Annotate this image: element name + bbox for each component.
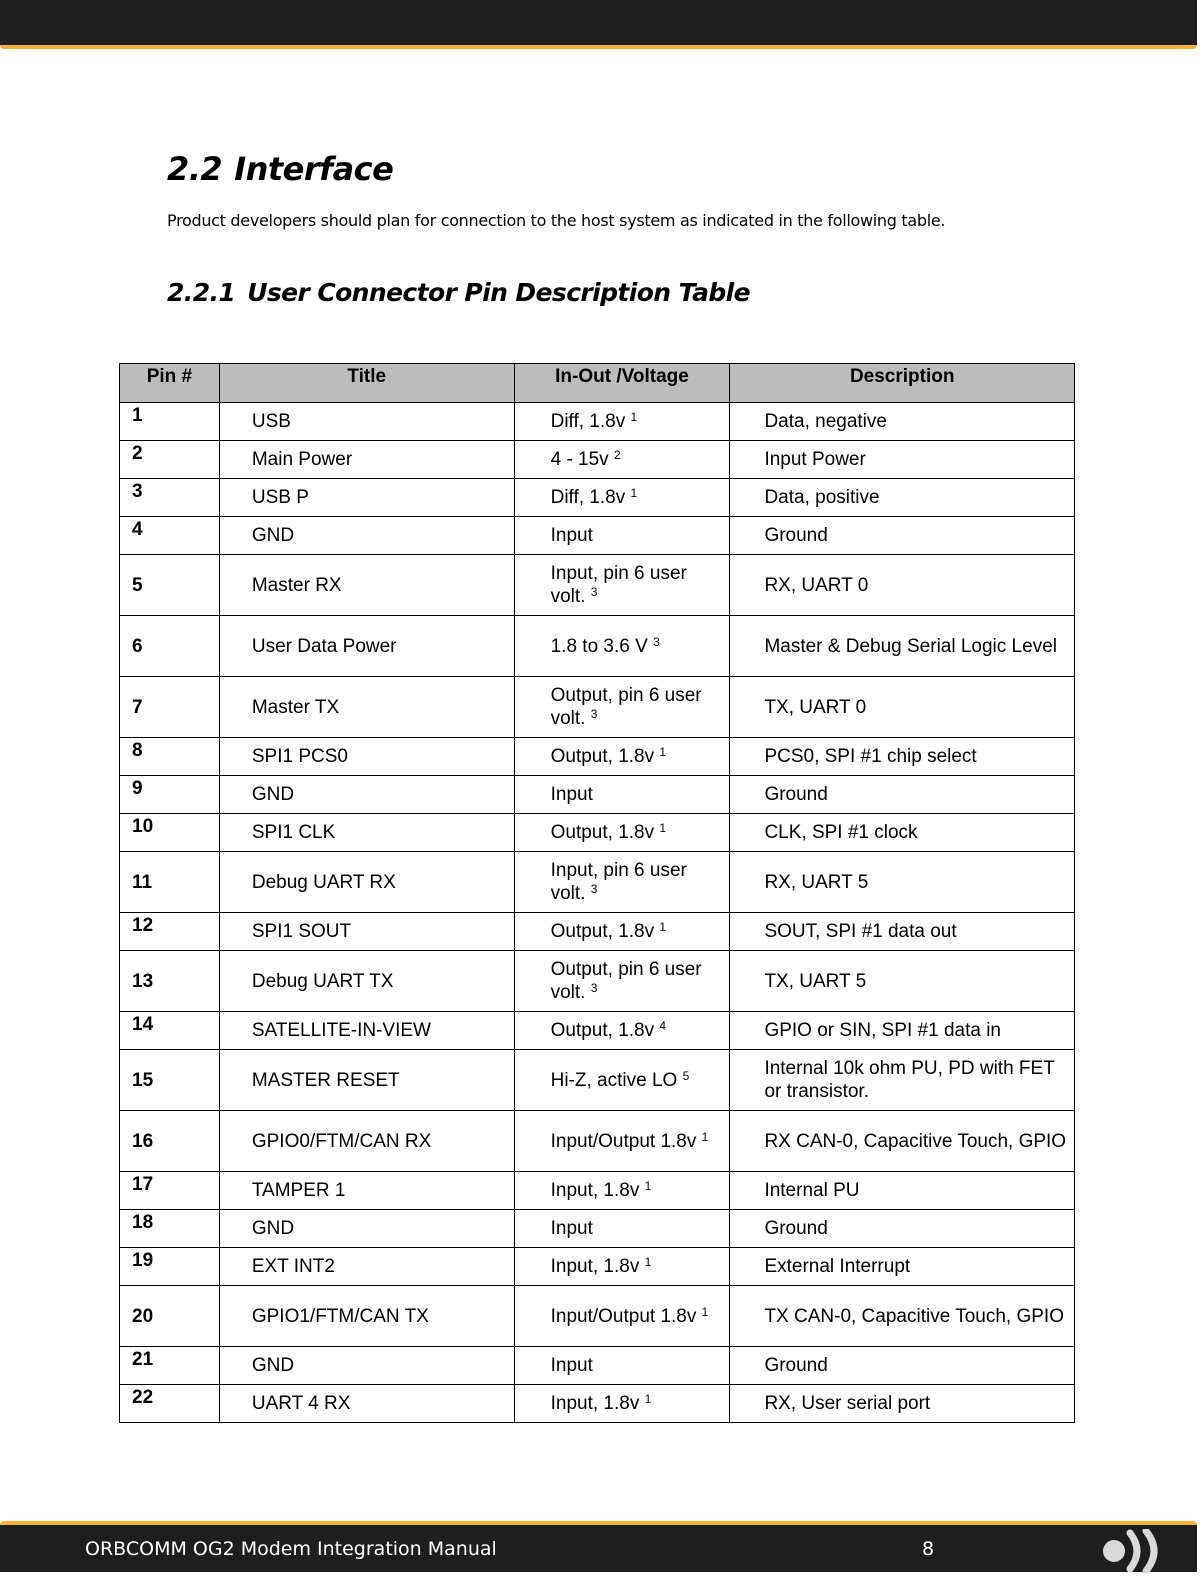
title-cell-text: Debug UART RX	[251, 871, 396, 893]
header-pin: Pin #	[120, 364, 220, 403]
pin-cell	[120, 852, 220, 913]
pin-cell-text: 5	[132, 574, 143, 596]
description-cell-text: External Interrupt	[764, 1256, 911, 1277]
footnote-marker: 2	[613, 448, 621, 462]
pin-cell	[120, 738, 220, 776]
title-cell	[219, 738, 514, 776]
title-cell-text: GPIO1/FTM/CAN TX	[251, 1305, 429, 1327]
table-row	[120, 1210, 1075, 1248]
voltage-cell-text: Output, pin 6 user volt.	[550, 959, 702, 1003]
title-cell-text: Debug UART TX	[251, 970, 394, 992]
pin-cell-text: 3	[132, 481, 143, 502]
voltage-cell-text: Input	[550, 1355, 593, 1376]
pin-cell	[120, 616, 220, 677]
pin-cell	[120, 1012, 220, 1050]
pin-description-table	[119, 363, 1075, 1423]
description-cell	[730, 403, 1075, 441]
voltage-cell	[514, 517, 730, 555]
title-cell	[219, 1172, 514, 1210]
pin-cell-text: 6	[132, 635, 143, 657]
voltage-cell	[514, 1050, 730, 1111]
header-description: Description	[730, 364, 1075, 403]
footnote-marker: 1	[659, 920, 667, 934]
title-cell-text: Main Power	[251, 449, 353, 470]
title-cell	[219, 1385, 514, 1423]
pin-cell	[120, 1385, 220, 1423]
title-cell	[219, 776, 514, 814]
title-cell	[219, 1111, 514, 1172]
voltage-cell-text: Input, pin 6 user volt.	[550, 563, 687, 607]
header-title: Title	[219, 364, 514, 403]
description-cell	[730, 555, 1075, 616]
description-cell-text: RX CAN-0, Capacitive Touch, GPIO	[764, 1130, 1067, 1152]
voltage-cell-text: Diff, 1.8v	[550, 487, 626, 508]
description-cell-text: TX, UART 0	[764, 696, 867, 718]
voltage-cell-text: Input, pin 6 user volt.	[550, 860, 687, 904]
description-cell	[730, 776, 1075, 814]
table-row	[120, 738, 1075, 776]
pin-cell-text: 1	[132, 405, 143, 426]
pin-cell-text: 4	[132, 519, 143, 540]
title-cell-text: GND	[251, 1355, 295, 1376]
description-cell	[730, 913, 1075, 951]
description-cell-text: TX CAN-0, Capacitive Touch, GPIO	[764, 1305, 1064, 1327]
table-row	[120, 852, 1075, 913]
section-number: 2.2	[167, 150, 223, 188]
table-body	[120, 403, 1075, 1423]
title-cell	[219, 951, 514, 1012]
voltage-cell-text: Input	[550, 525, 593, 546]
title-cell-text: GPIO0/FTM/CAN RX	[251, 1130, 432, 1152]
title-cell	[219, 814, 514, 852]
description-cell	[730, 1286, 1075, 1347]
subsection-title: User Connector Pin Description Table	[247, 278, 750, 307]
description-cell-text: RX, UART 0	[764, 574, 869, 596]
title-cell-text: SPI1 PCS0	[251, 746, 348, 767]
footnote-marker: 4	[659, 1019, 667, 1033]
title-cell	[219, 1248, 514, 1286]
description-cell	[730, 1210, 1075, 1248]
voltage-cell-text: Diff, 1.8v	[550, 411, 626, 432]
description-cell-text: Ground	[764, 784, 828, 805]
description-cell-text: RX, UART 5	[764, 871, 869, 893]
table-row	[120, 1050, 1075, 1111]
description-cell-text: Internal 10k ohm PU, PD with FET or transistor.	[764, 1058, 1055, 1102]
voltage-cell	[514, 403, 730, 441]
title-cell-text: Master TX	[251, 696, 340, 718]
voltage-cell-text: Input/Output 1.8v	[550, 1305, 697, 1327]
title-cell	[219, 479, 514, 517]
pin-cell-text: 21	[132, 1349, 154, 1370]
title-cell-text: User Data Power	[251, 635, 397, 657]
voltage-cell-text: Input	[550, 1218, 593, 1239]
voltage-cell-text: Input/Output 1.8v	[550, 1130, 697, 1152]
header-bar	[0, 0, 1197, 49]
voltage-cell	[514, 1210, 730, 1248]
title-cell	[219, 1286, 514, 1347]
title-cell-text: GND	[251, 525, 295, 546]
footnote-marker: 1	[701, 1304, 709, 1319]
title-cell-text: EXT INT2	[251, 1256, 335, 1277]
section-heading	[167, 150, 393, 188]
voltage-cell-text: Output, pin 6 user volt.	[550, 685, 702, 729]
description-cell	[730, 479, 1075, 517]
footnote-marker: 5	[682, 1068, 690, 1083]
description-cell	[730, 1111, 1075, 1172]
title-cell	[219, 1210, 514, 1248]
page-number: 8	[922, 1538, 935, 1560]
voltage-cell	[514, 738, 730, 776]
title-cell-text: UART 4 RX	[251, 1393, 351, 1414]
voltage-cell	[514, 1111, 730, 1172]
footnote-marker: 1	[659, 745, 667, 759]
description-cell	[730, 616, 1075, 677]
description-cell	[730, 1172, 1075, 1210]
voltage-cell	[514, 1286, 730, 1347]
description-cell-text: TX, UART 5	[764, 970, 867, 992]
footnote-marker: 1	[644, 1179, 652, 1193]
voltage-cell-text: Input	[550, 784, 593, 805]
voltage-cell	[514, 1385, 730, 1423]
table-row	[120, 517, 1075, 555]
pin-cell	[120, 1286, 220, 1347]
title-cell-text: Master RX	[251, 574, 342, 596]
voltage-cell	[514, 776, 730, 814]
voltage-cell	[514, 1347, 730, 1385]
footnote-marker: 1	[659, 821, 667, 835]
footnote-marker: 3	[590, 981, 598, 995]
pin-cell-text: 20	[132, 1305, 154, 1327]
table-row	[120, 776, 1075, 814]
footnote-marker: 3	[590, 882, 598, 896]
voltage-cell	[514, 616, 730, 677]
pin-cell	[120, 555, 220, 616]
description-cell	[730, 441, 1075, 479]
title-cell-text: GND	[251, 1218, 295, 1239]
table-row	[120, 441, 1075, 479]
title-cell	[219, 913, 514, 951]
pin-cell-text: 14	[132, 1014, 154, 1035]
footnote-marker: 1	[644, 1392, 652, 1406]
description-cell	[730, 1347, 1075, 1385]
description-cell	[730, 1385, 1075, 1423]
title-cell-text: USB P	[251, 487, 309, 508]
voltage-cell	[514, 479, 730, 517]
description-cell-text: Data, positive	[764, 487, 880, 508]
title-cell	[219, 555, 514, 616]
voltage-cell	[514, 1248, 730, 1286]
pin-cell	[120, 479, 220, 517]
title-cell-text: SPI1 CLK	[251, 822, 336, 843]
description-cell-text: PCS0, SPI #1 chip select	[764, 746, 977, 767]
title-cell	[219, 517, 514, 555]
footnote-marker: 3	[653, 634, 660, 649]
table-row	[120, 1385, 1075, 1423]
table-row	[120, 814, 1075, 852]
subsection-heading	[167, 278, 750, 307]
title-cell-text: GND	[251, 784, 295, 805]
voltage-cell	[514, 913, 730, 951]
voltage-cell	[514, 852, 730, 913]
footnote-marker: 1	[630, 410, 638, 424]
table-header-row	[120, 364, 1075, 403]
voltage-cell	[514, 555, 730, 616]
pin-cell	[120, 517, 220, 555]
pin-cell	[120, 814, 220, 852]
description-cell	[730, 852, 1075, 913]
description-cell-text: SOUT, SPI #1 data out	[764, 921, 957, 942]
voltage-cell	[514, 677, 730, 738]
pin-cell-text: 2	[132, 443, 143, 464]
title-cell	[219, 616, 514, 677]
footnote-marker: 1	[644, 1255, 652, 1269]
table-row	[120, 1012, 1075, 1050]
title-cell	[219, 1347, 514, 1385]
table-row	[120, 479, 1075, 517]
voltage-cell	[514, 1172, 730, 1210]
description-cell	[730, 1050, 1075, 1111]
description-cell	[730, 814, 1075, 852]
footnote-marker: 1	[701, 1129, 709, 1144]
header-voltage: In-Out /Voltage	[514, 364, 730, 403]
voltage-cell	[514, 814, 730, 852]
title-cell	[219, 1012, 514, 1050]
voltage-cell	[514, 441, 730, 479]
footnote-marker: 1	[630, 486, 638, 500]
voltage-cell-text: Input, 1.8v	[550, 1180, 640, 1201]
table-row	[120, 951, 1075, 1012]
pin-cell-text: 9	[132, 778, 143, 799]
title-cell	[219, 677, 514, 738]
pin-cell-text: 8	[132, 740, 143, 761]
table-row	[120, 1172, 1075, 1210]
description-cell-text: CLK, SPI #1 clock	[764, 822, 918, 843]
table-row	[120, 913, 1075, 951]
pin-cell	[120, 776, 220, 814]
title-cell-text: SPI1 SOUT	[251, 921, 352, 942]
description-cell	[730, 1012, 1075, 1050]
voltage-cell-text: 4 - 15v	[550, 449, 609, 470]
voltage-cell-text: Output, 1.8v	[550, 1020, 655, 1041]
pin-cell	[120, 677, 220, 738]
title-cell	[219, 441, 514, 479]
voltage-cell-text: Output, 1.8v	[550, 746, 655, 767]
pin-cell	[120, 403, 220, 441]
title-cell-text: USB	[251, 411, 291, 432]
pin-cell	[120, 913, 220, 951]
voltage-cell-text: Input, 1.8v	[550, 1393, 640, 1414]
voltage-cell-text: Output, 1.8v	[550, 921, 655, 942]
description-cell	[730, 951, 1075, 1012]
description-cell	[730, 677, 1075, 738]
description-cell-text: Internal PU	[764, 1180, 860, 1201]
pin-cell	[120, 1111, 220, 1172]
description-cell-text: Input Power	[764, 449, 866, 470]
description-cell-text: RX, User serial port	[764, 1393, 931, 1414]
footer-bar	[0, 1521, 1197, 1572]
pin-cell-text: 18	[132, 1212, 154, 1233]
voltage-cell-text: 1.8 to 3.6 V	[550, 635, 648, 657]
intro-paragraph: Product developers should plan for connection to the host system as indicated in the following table.	[167, 211, 946, 230]
title-cell	[219, 403, 514, 441]
voltage-cell-text: Output, 1.8v	[550, 822, 655, 843]
table-row	[120, 1248, 1075, 1286]
footnote-marker: 3	[590, 585, 598, 599]
pin-cell-text: 22	[132, 1387, 154, 1408]
title-cell	[219, 852, 514, 913]
title-cell-text: TAMPER 1	[251, 1180, 346, 1201]
title-cell-text: MASTER RESET	[251, 1069, 400, 1091]
footer-title: ORBCOMM OG2 Modem Integration Manual	[85, 1538, 497, 1560]
table-row	[120, 1286, 1075, 1347]
table-row	[120, 1111, 1075, 1172]
pin-cell-text: 12	[132, 915, 154, 936]
footnote-marker: 3	[590, 707, 598, 721]
voltage-cell	[514, 951, 730, 1012]
description-cell	[730, 517, 1075, 555]
pin-cell-text: 19	[132, 1250, 154, 1271]
pin-cell	[120, 441, 220, 479]
voltage-cell-text: Hi-Z, active LO	[550, 1069, 678, 1091]
pin-cell-text: 11	[132, 871, 153, 893]
pin-cell-text: 17	[132, 1174, 154, 1195]
pin-cell-text: 15	[132, 1069, 154, 1091]
voltage-cell-text: Input, 1.8v	[550, 1256, 640, 1277]
pin-cell-text: 10	[132, 816, 154, 837]
table-row	[120, 616, 1075, 677]
description-cell-text: Master & Debug Serial Logic Level	[764, 635, 1057, 657]
description-cell-text: Ground	[764, 525, 828, 546]
description-cell-text: Data, negative	[764, 411, 887, 432]
pin-cell	[120, 1172, 220, 1210]
pin-cell	[120, 951, 220, 1012]
subsection-number: 2.2.1	[167, 278, 236, 307]
description-cell-text: GPIO or SIN, SPI #1 data in	[764, 1020, 1001, 1041]
table-row	[120, 403, 1075, 441]
table-row	[120, 1347, 1075, 1385]
pin-cell-text: 16	[132, 1130, 154, 1152]
section-title: Interface	[234, 150, 394, 188]
description-cell-text: Ground	[764, 1218, 828, 1239]
description-cell	[730, 738, 1075, 776]
pin-cell-text: 7	[132, 696, 143, 718]
pin-cell-text: 13	[132, 970, 154, 992]
pin-cell	[120, 1248, 220, 1286]
pin-cell	[120, 1347, 220, 1385]
pin-cell	[120, 1210, 220, 1248]
voltage-cell	[514, 1012, 730, 1050]
table-row	[120, 555, 1075, 616]
description-cell-text: Ground	[764, 1355, 828, 1376]
table-row	[120, 677, 1075, 738]
title-cell-text: SATELLITE-IN-VIEW	[251, 1020, 431, 1041]
description-cell	[730, 1248, 1075, 1286]
orbcomm-logo-icon	[1092, 1529, 1166, 1573]
title-cell	[219, 1050, 514, 1111]
pin-cell	[120, 1050, 220, 1111]
